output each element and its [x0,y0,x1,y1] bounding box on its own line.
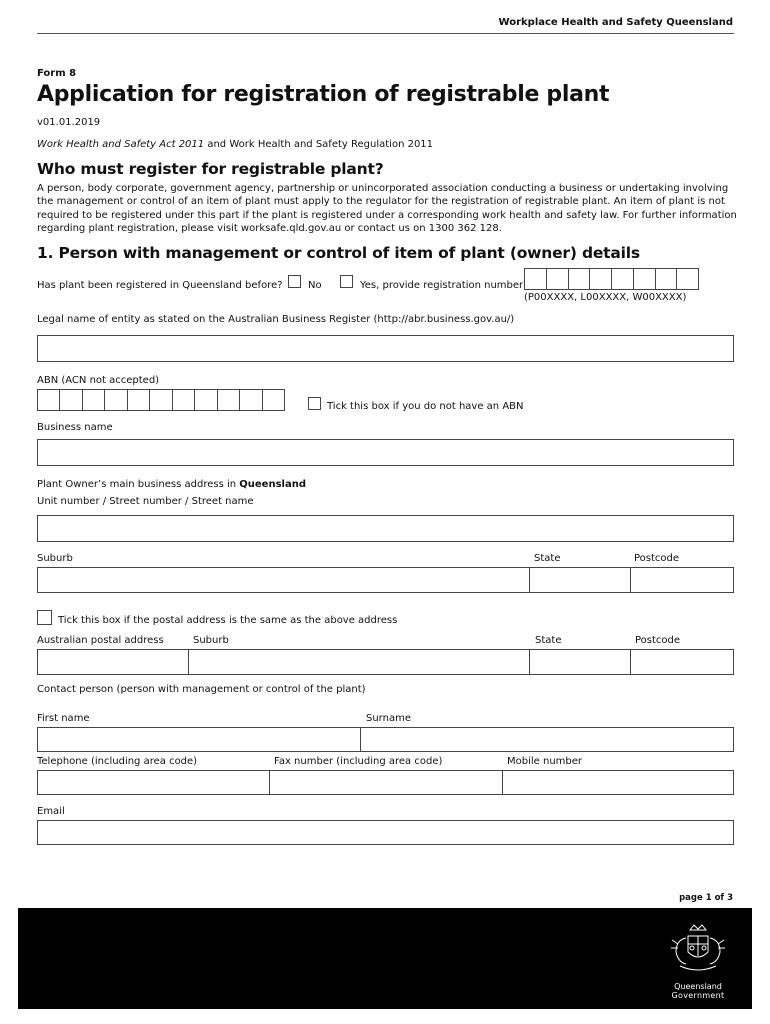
postal-address-label: Australian postal address [37,635,164,646]
who-must-register-text: A person, body corporate, government agency, partnership or unincorporated association conducting a business or undertaking involving the management or control of an item of plant must apply to the regulator for the registration of registrable plant. An item of plant is not required to be registered under this part if the plant is registered under a corresponding work health and safety law. For further information regarding plant registration, please visit worksafe.qld.gov.au or contact us on 1300 362 128. [37,183,737,235]
telephone-label: Telephone (including area code) [37,756,198,767]
business-name-input[interactable] [37,439,734,466]
surname-label: Surname [366,713,411,724]
registration-number-input[interactable] [524,268,699,290]
email-input[interactable] [37,820,734,845]
no-abn-checkbox[interactable] [308,397,321,410]
registered-no-label: No [308,280,322,291]
footer-band [18,908,752,1009]
postal-state-input[interactable] [529,649,631,675]
form-version: v01.01.2019 [37,117,101,128]
mobile-label: Mobile number [507,756,583,767]
regulation-name: and Work Health and Safety Regulation 2011 [204,139,434,150]
organisation-name: Workplace Health and Safety Queensland [498,17,733,28]
street-label: Unit number / Street number / Street name [37,496,254,507]
registered-no-checkbox[interactable] [288,275,301,288]
postal-state-label: State [535,635,562,646]
postal-suburb-input[interactable] [188,649,530,675]
postal-same-checkbox[interactable] [37,610,52,625]
business-name-label: Business name [37,422,113,433]
first-name-label: First name [37,713,90,724]
suburb-label: Suburb [37,553,73,564]
fax-label: Fax number (including area code) [274,756,443,767]
queensland-government-logo [668,922,728,998]
page-number: page 1 of 3 [679,893,733,903]
state-label: State [534,553,561,564]
suburb-input[interactable] [37,567,530,593]
registered-before-label: Has plant been registered in Queensland before? [37,280,283,291]
legal-name-label: Legal name of entity as stated on the Australian Business Register (http://abr.business.gov.au/) [37,314,515,325]
section-1-heading: 1. Person with management or control of item of plant (owner) details [37,244,640,262]
legal-name-input[interactable] [37,335,734,362]
postal-postcode-input[interactable] [630,649,734,675]
postal-suburb-label: Suburb [193,635,229,646]
logo-text-queensland: Queensland [674,982,722,991]
legislation-line [37,139,433,150]
who-must-register-heading: Who must register for registrable plant? [37,160,384,178]
coat-of-arms-icon [668,922,728,978]
abn-input[interactable] [37,389,285,411]
act-name: Work Health and Safety Act 2011 [37,139,205,150]
page-title: Application for registration of registrable plant [37,82,610,107]
postcode-label: Postcode [634,553,680,564]
state-input[interactable] [529,567,631,593]
postal-address-input[interactable] [37,649,189,675]
business-address-label-text: Plant Owner’s main business address in [37,479,240,490]
email-label: Email [37,806,65,817]
abn-label: ABN (ACN not accepted) [37,375,160,386]
postal-same-label: Tick this box if the postal address is the same as the above address [58,615,398,626]
form-number: Form 8 [37,68,77,79]
registered-yes-checkbox[interactable] [340,275,353,288]
registered-yes-label: Yes, provide registration number [360,280,524,291]
surname-input[interactable] [360,727,734,752]
logo-text-government: Government [671,991,725,1000]
no-abn-label: Tick this box if you do not have an ABN [327,401,524,412]
telephone-input[interactable] [37,770,270,795]
business-address-label [37,479,306,490]
fax-input[interactable] [269,770,503,795]
business-address-label-state: Queensland [239,479,306,490]
first-name-input[interactable] [37,727,361,752]
contact-person-label: Contact person (person with management or control of the plant) [37,684,366,695]
postcode-input[interactable] [630,567,734,593]
header-rule [37,33,734,34]
street-input[interactable] [37,515,734,542]
registration-number-format: (P00XXXX, L00XXXX, W00XXXX) [524,292,687,303]
mobile-input[interactable] [502,770,734,795]
postal-postcode-label: Postcode [635,635,681,646]
